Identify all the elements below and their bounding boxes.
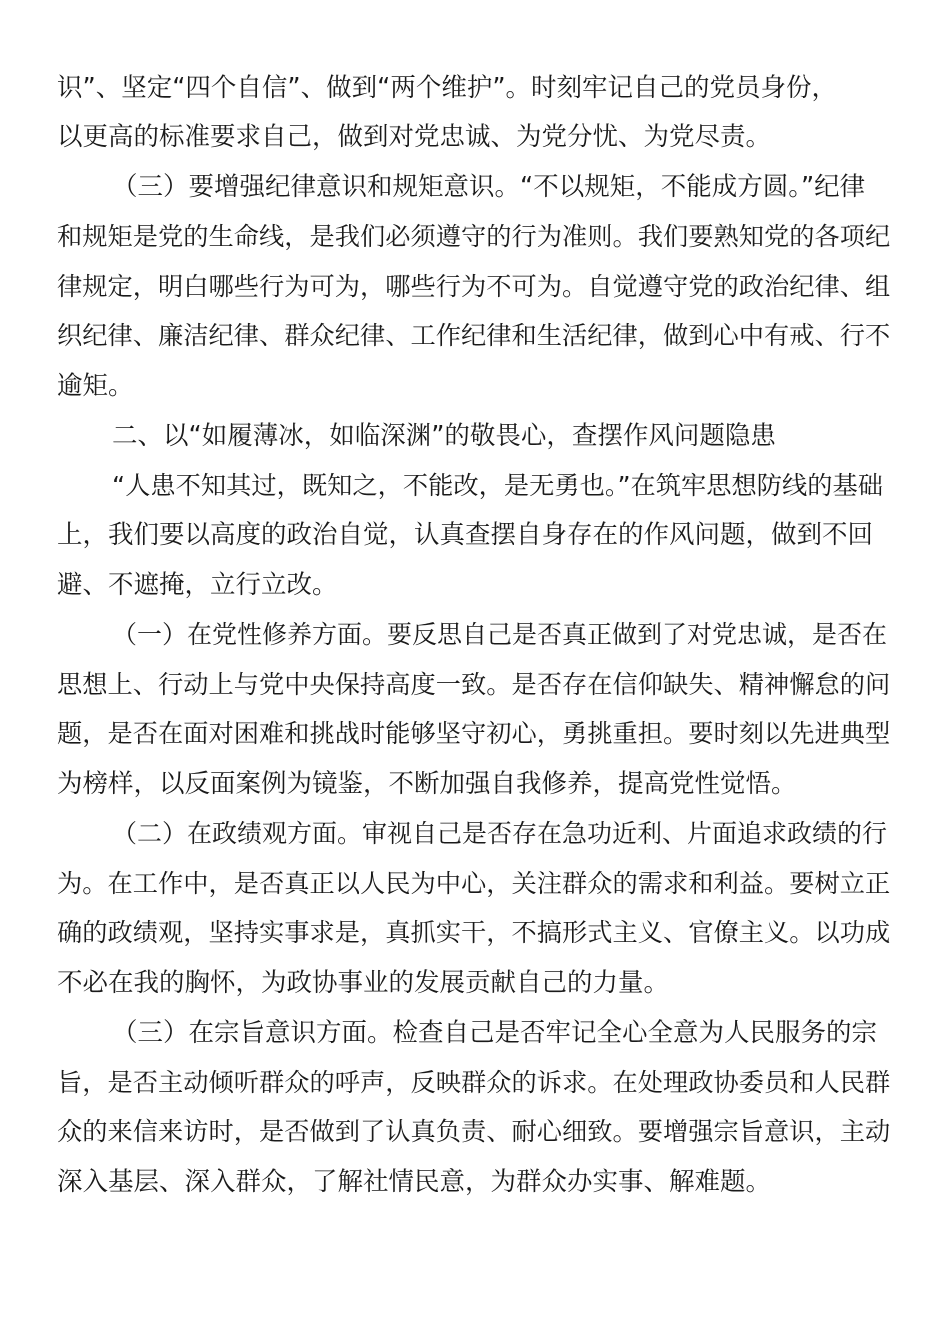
section-heading: （二）在政绩观方面。审视自己是否存在急功近利、片面追求政绩的行 [112,819,888,848]
chapter-heading: 二、以“如履薄冰，如临深渊”的敬畏心，查摆作风问题隐患 [112,421,776,451]
text-line: 逾矩。 [57,371,134,401]
quote-line: “人患不知其过，既知之，不能改，是无勇也。”在筑牢思想防线的基础 [112,471,884,500]
text-line: 识”、坚定“四个自信”、做到“两个维护”。时刻牢记自己的党员身份， [57,73,838,103]
text-line: 众的来信来访时，是否做到了认真负责、耐心细致。要增强宗旨意识，主动 [57,1117,891,1146]
text-line: 以更高的标准要求自己，做到对党忠诚、为党分忧、为党尽责。 [57,122,772,152]
section-heading: （一）在党性修养方面。要反思自己是否真正做到了对党忠诚，是否在 [112,620,888,649]
text-line: 律规定，明白哪些行为可为，哪些行为不可为。自觉遵守党的政治纪律、组 [57,272,891,301]
text-line: 织纪律、廉洁纪律、群众纪律、工作纪律和生活纪律，做到心中有戒、行不 [57,321,891,350]
text-line: 旨，是否主动倾听群众的呼声，反映群众的诉求。在处理政协委员和人民群 [57,1068,891,1097]
text-line: 深入基层、深入群众，了解社情民意，为群众办实事、解难题。 [57,1167,772,1197]
text-line: 避、不遮掩，立行立改。 [57,570,338,600]
text-line: 上，我们要以高度的政治自觉，认真查摆自身存在的作风问题，做到不回 [57,520,874,550]
section-heading: （三）要增强纪律意识和规矩意识。“不以规矩，不能成方圆。”纪律 [112,172,866,202]
section-heading: （三）在宗旨意识方面。检查自己是否牢记全心全意为人民服务的宗 [112,1018,878,1048]
text-line: 确的政绩观，坚持实事求是，真抓实干，不搞形式主义、官僚主义。以功成 [57,918,891,947]
text-line: 题，是否在面对困难和挑战时能够坚守初心，勇挑重担。要时刻以先进典型 [57,719,891,748]
text-line: 和规矩是党的生命线，是我们必须遵守的行为准则。我们要熟知党的各项纪 [57,222,891,251]
text-line: 为榜样，以反面案例为镜鉴，不断加强自我修养，提高党性觉悟。 [57,769,797,799]
text-line: 不必在我的胸怀，为政协事业的发展贡献自己的力量。 [57,968,670,998]
text-line: 思想上、行动上与党中央保持高度一致。是否存在信仰缺失、精神懈怠的问 [57,670,891,699]
text-line: 为。在工作中，是否真正以人民为中心，关注群众的需求和利益。要树立正 [57,869,891,898]
